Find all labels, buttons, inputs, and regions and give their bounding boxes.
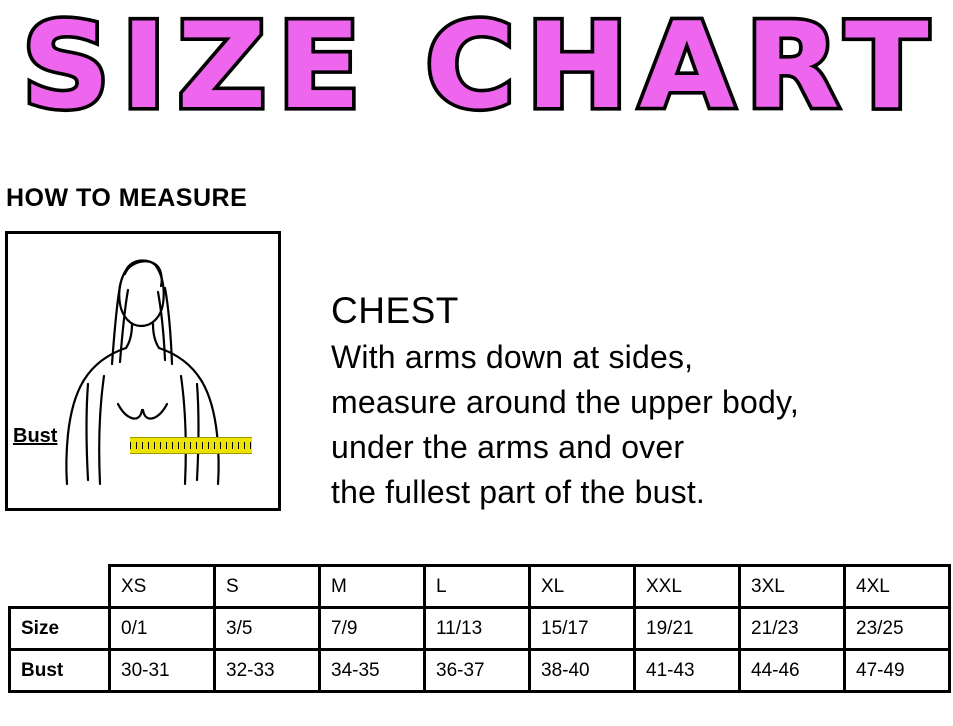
table-row [10, 608, 950, 650]
cell-size-4xl: 23/25 [845, 608, 950, 650]
column-header-3xl: 3XL [740, 566, 845, 608]
table-header-row [10, 566, 950, 608]
cell-bust-xl: 38-40 [530, 650, 635, 692]
measurement-figure [5, 231, 281, 511]
row-header-bust: Bust [10, 650, 110, 692]
cell-size-m: 7/9 [320, 608, 425, 650]
cell-size-s: 3/5 [215, 608, 320, 650]
cell-size-xs: 0/1 [110, 608, 215, 650]
page-title: SIZE CHART [21, 0, 940, 136]
row-header-size: Size [10, 608, 110, 650]
cell-size-xxl: 19/21 [635, 608, 740, 650]
cell-bust-l: 36-37 [425, 650, 530, 692]
chest-line-2: measure around the upper body, [331, 384, 799, 420]
chest-line-3: under the arms and over [331, 429, 685, 465]
bust-label: Bust [13, 425, 58, 447]
table-corner-cell [10, 566, 110, 608]
size-table [8, 564, 951, 693]
chest-body [331, 335, 931, 515]
cell-bust-m: 34-35 [320, 650, 425, 692]
cell-size-xl: 15/17 [530, 608, 635, 650]
cell-size-3xl: 21/23 [740, 608, 845, 650]
title-banner [0, 0, 953, 150]
cell-bust-xxl: 41-43 [635, 650, 740, 692]
cell-bust-xs: 30-31 [110, 650, 215, 692]
column-header-xxl: XXL [635, 566, 740, 608]
column-header-l: L [425, 566, 530, 608]
table-row [10, 650, 950, 692]
chest-line-1: With arms down at sides, [331, 339, 694, 375]
column-header-xs: XS [110, 566, 215, 608]
column-header-s: S [215, 566, 320, 608]
cell-bust-4xl: 47-49 [845, 650, 950, 692]
female-torso-illustration [8, 234, 278, 508]
measuring-tape-icon [130, 437, 252, 454]
how-to-measure-heading: HOW TO MEASURE [6, 184, 248, 212]
cell-bust-3xl: 44-46 [740, 650, 845, 692]
cell-size-l: 11/13 [425, 608, 530, 650]
column-header-4xl: 4XL [845, 566, 950, 608]
cell-bust-s: 32-33 [215, 650, 320, 692]
chest-heading: CHEST [331, 290, 459, 331]
chest-line-4: the fullest part of the bust. [331, 474, 706, 510]
column-header-xl: XL [530, 566, 635, 608]
column-header-m: M [320, 566, 425, 608]
chest-description-block [331, 288, 931, 515]
